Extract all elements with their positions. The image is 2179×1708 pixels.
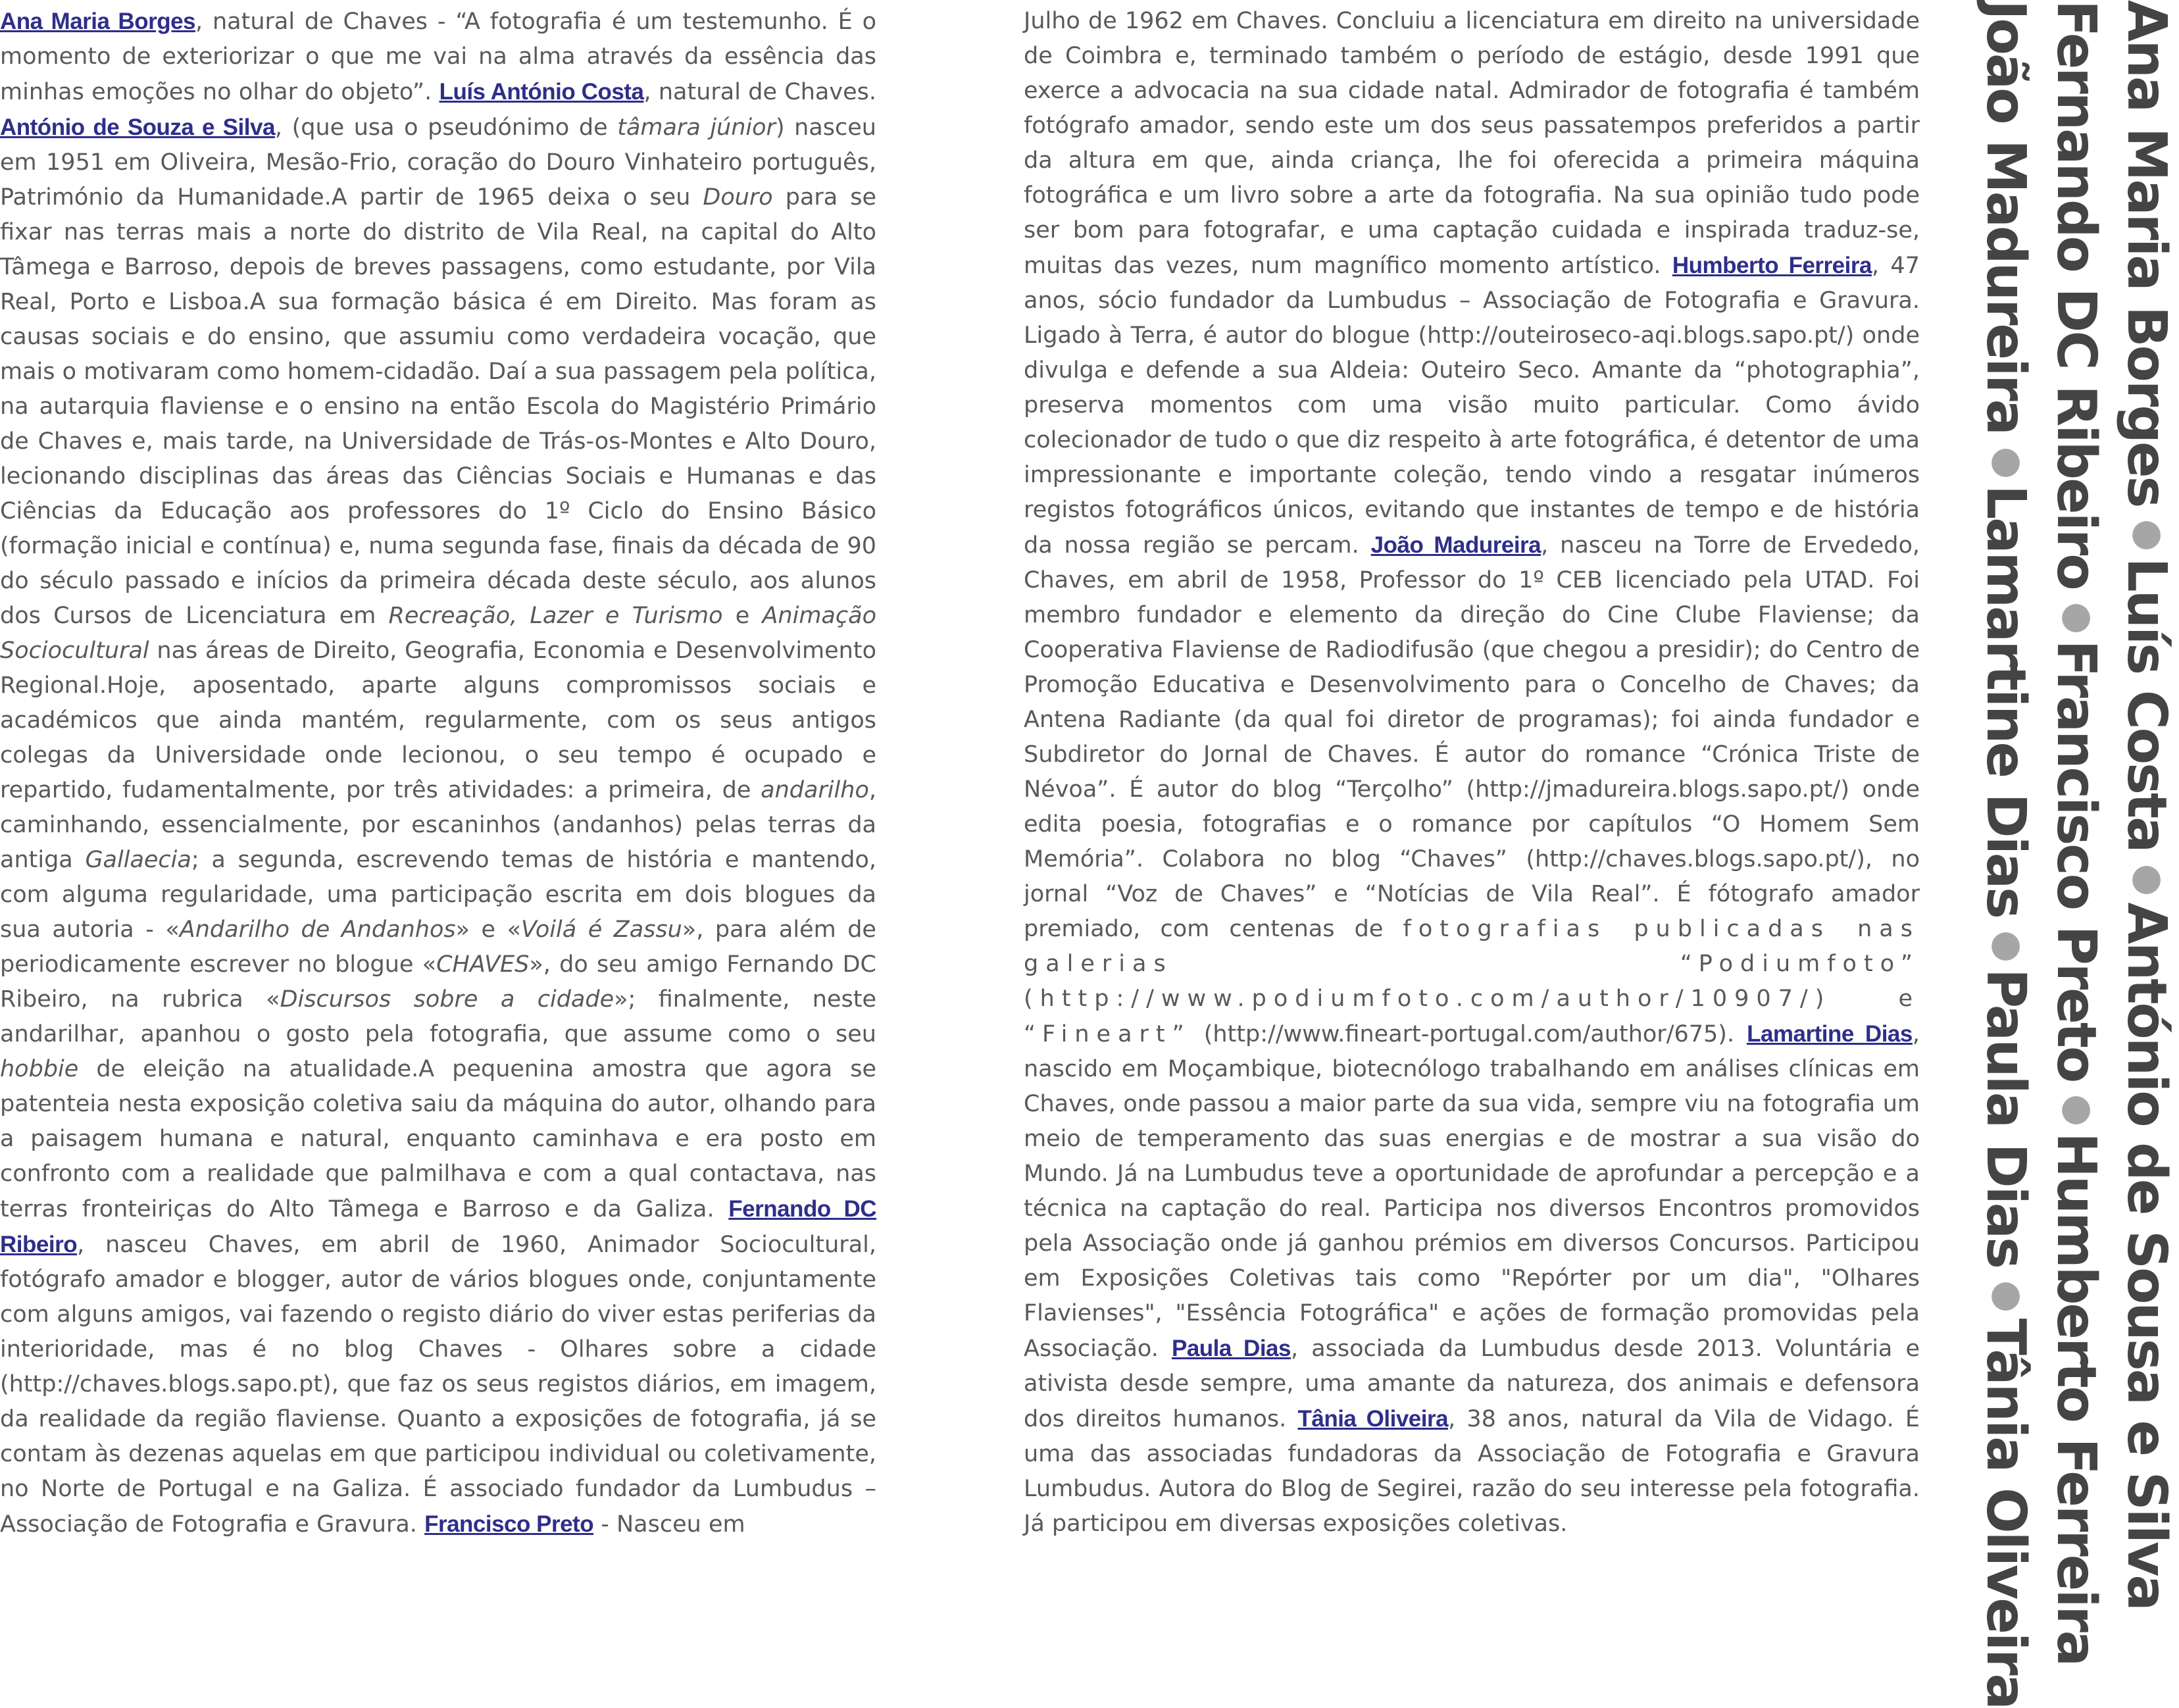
text-span: - Nasceu em: [593, 1511, 745, 1538]
middle-paragraph: [1024, 4, 1920, 1542]
separator-dot-icon: ●: [2125, 511, 2168, 553]
text-span: ; a segunda, escrevendo temas de história e mantendo, com alguma regularidade, uma participação escrita em dois blogues da sua autoria - «: [0, 847, 877, 943]
text-span: ) nasceu em 1951 em Oliveira, Mesão-Frio, coração do Douro Vinhateiro português, Património da Humanidade.A partir de 1965 deixa o seu: [0, 114, 876, 211]
separator-dot-icon: ●: [1984, 1272, 2027, 1313]
text-span: » e «: [455, 917, 521, 943]
text-span: , (que usa o pseudónimo de: [274, 114, 618, 141]
italic-span: hobbie: [0, 1056, 79, 1082]
vertical-names-line-2: [2043, 0, 2109, 1665]
left-paragraph: [0, 4, 876, 1542]
text-span: nas áreas de Direito, Geografia, Economia e Desenvolvimento Regional.Hoje, aposentado, aparte alguns compromissos sociais e académicos que ainda mantém, regularmente, com os seus antigos colegas da Universidade onde lecionou, o seu tempo é ocupado e repartido, fudamentalmente, por três atividades: a primeira, de: [0, 638, 876, 803]
name-link-humberto-ferreira[interactable]: Humberto Ferreira: [1672, 253, 1872, 278]
text-span: , caminhando, essencialmente, por escaninhos (andanhos) pelas terras da antiga: [0, 777, 876, 873]
text-span: , natural de Chaves.: [643, 79, 876, 105]
italic-span: Voilá é Zassu: [520, 917, 682, 943]
separator-dot-icon: ●: [2055, 1086, 2097, 1128]
left-text-column: [0, 4, 876, 1542]
middle-text-column: [1024, 4, 1920, 1542]
spaced-text-span: fotografias publicadas nas galerias “Podiumfoto” (http://www.podiumfoto.com/author/10907/) e “Fineart”: [1024, 916, 1920, 1047]
name-link-lamartine-dias[interactable]: Lamartine Dias: [1747, 1021, 1913, 1047]
vertical-name: Lamartine Dias: [1974, 485, 2037, 917]
text-span: para se fixar nas terras mais a norte do distrito de Vila Real, na capital do Alto Tâmega e Barroso, depois de breves passagens, como estudante, por Vila Real, Porto e Lisboa.A sua formação básica é em Direito. Mas foram as causas sociais e do ensino, que assumiu como verdadeira vocação, que mais o motivaram como homem-cidadão. Daí a sua passagem pela política, na autarquia flaviense e o ensino na então Escola do Magistério Primário de Chaves e, mais tarde, na Universidade de Trás-os-Montes e Alto Douro, lecionando disciplinas das áreas das Ciências Sociais e Humanas e das Ciências da Educação aos professores do 1º Ciclo do Ensino Básico (formação inicial e contínua) e, numa segunda fase, finais da década de 90 do século passado e inícios da primeira década deste século, aos alunos dos Cursos de Licenciatura em: [0, 184, 876, 629]
text-span: , nasceu Chaves, em abril de 1960, Animador Sociocultural, fotógrafo amador e blogger, autor de vários blogues onde, conjuntamente com alguns amigos, vai fazendo o registo diário do viver estas periferias da interioridade, mas é no blog Chaves - Olhares sobre a cidade (http://chaves.blogs.sapo.pt), que faz os seus registos diários, em imagem, da realidade da região flaviense. Quanto a exposições de fotografia, já se contam às dezenas aquelas em que participou individual ou coletivamente, no Norte de Portugal e na Galiza. É associado fundador da Lumbudus – Associação de Fotografia e Gravura.: [0, 1232, 876, 1538]
vertical-name: Paula Dias: [1974, 968, 2037, 1267]
name-link-joao-madureira[interactable]: João Madureira: [1370, 532, 1541, 558]
vertical-name: António de Sousa e Silva: [2115, 902, 2178, 1609]
text-span: , natural de Chaves - “A fotografia é um testemunho. É o momento de exteriorizar o que me vai na alma através da essência das minhas emoções no olhar do objeto”.: [0, 9, 876, 105]
vertical-name: Fernando DC Ribeiro: [2045, 0, 2107, 589]
name-link-antonio-de-souza-e-silva[interactable]: António de Souza e Silva: [0, 114, 275, 140]
vertical-name: Tânia Oliveira: [1974, 1318, 2037, 1708]
text-span: (http://www.fineart-portugal.com/author/675).: [1191, 1021, 1747, 1047]
italic-span: tâmara júnior: [617, 114, 776, 141]
text-span: , 38 anos, natural da Vila de Vidago. É uma das associadas fundadoras da Associação de Fotografia e Gravura Lumbudus. Autora do Blog de Segirei, razão do seu interesse pela fotografia. Já participou em diversas exposições coletivas.: [1024, 1406, 1920, 1537]
text-span: , nasceu na Torre de Ervededo, Chaves, em abril de 1958, Professor do 1º CEB licenciado pela UTAD. Foi membro fundador e elemento da direção do Cine Clube Flaviense; da Cooperativa Flaviense de Radiodifusão (que chegou a presidir); do Centro de Promoção Educativa e Desenvolvimento para o Concelho de Chaves; da Antena Radiante (da qual foi diretor de programas); foi ainda fundador e Subdiretor do Jornal de Chaves. É autor do romance “Crónica Triste de Névoa”. É autor do blog “Terçolho” (http://jmadureira.blogs.sapo.pt/) onde edita poesia, fotografias e o romance por capítulos “O Homem Sem Memória”. Colabora no blog “Chaves” (http://chaves.blogs.sapo.pt/), no jornal “Voz de Chaves” e “Notícias de Vila Real”. É fótografo amador premiado, com centenas de: [1024, 532, 1920, 942]
separator-dot-icon: ●: [1984, 439, 2027, 480]
vertical-name: Humberto Ferreira: [2045, 1132, 2107, 1665]
name-link-luis-antonio-costa[interactable]: Luís António Costa: [439, 79, 644, 105]
text-span: , associada da Lumbudus desde 2013. Voluntária e ativista desde sempre, uma amante da natureza, dos animais e defensora dos direitos humanos.: [1024, 1336, 1920, 1432]
vertical-name: Ana Maria Borges: [2115, 0, 2178, 507]
name-link-tania-oliveira[interactable]: Tânia Oliveira: [1297, 1406, 1449, 1432]
text-span: , nascido em Moçambique, biotecnólogo trabalhando em análises clínicas em Chaves, onde passou a maior parte da sua vida, sempre viu na fotografia um meio de temperamento das suas energias e de mostrar a sua visão do Mundo. Já na Lumbudus teve a oportunidade de aprofundar a percepção e a técnica na captação do real. Participa nos diversos Encontros promovidos pela Associação onde já ganhou prémios em diversos Concursos. Participou em Exposições Coletivas tais como "Repórter por um dia", "Olhares Flavienses", "Essência Fotográfica" e ações de formação promovidas pela Associação.: [1024, 1021, 1920, 1362]
italic-span: Gallaecia: [85, 847, 191, 873]
italic-span: Douro: [703, 184, 773, 211]
name-link-paula-dias[interactable]: Paula Dias: [1171, 1336, 1291, 1361]
text-span: », para além de periodicamente escrever no blogue «: [0, 917, 876, 978]
italic-span: Discursos sobre a cidade: [280, 986, 614, 1013]
vertical-name: João Madureira: [1974, 0, 2037, 434]
separator-dot-icon: ●: [2125, 856, 2168, 897]
vertical-name: Francisco Preto: [2045, 640, 2107, 1082]
italic-span: Andarilho de Andanhos: [179, 917, 456, 943]
italic-span: Recreação, Lazer e Turismo: [388, 603, 723, 629]
text-span: Julho de 1962 em Chaves. Concluiu a licenciatura em direito na universidade de Coimbra e, terminado também o período de estágio, desde 1991 que exerce a advocacia na sua cidade natal. Admirador de fotografia é também fotógrafo amador, sendo este um dos seus passatempos preferidos a partir da altura em que, ainda criança, lhe foi oferecida a primeira máquina fotográfica e um livro sobre a arte da fotografia. Na sua opinião tudo pode ser bom para fotografar, e uma captação cuidada e inspirada traduz-se, muitas das vezes, num magnífico momento artístico.: [1024, 8, 1920, 279]
text-span: e: [722, 603, 763, 629]
separator-dot-icon: ●: [2055, 593, 2097, 635]
italic-span: CHAVES: [436, 951, 530, 978]
name-link-francisco-preto[interactable]: Francisco Preto: [424, 1511, 594, 1537]
vertical-name: Luís Costa: [2115, 557, 2178, 851]
vertical-names-line-1: [2113, 0, 2179, 1609]
name-link-fernando-dc-ribeiro[interactable]: Fernando DC Ribeiro: [0, 1196, 876, 1257]
name-link-ana-maria-borges[interactable]: Ana Maria Borges: [0, 9, 196, 34]
text-span: », do seu amigo Fernando DC Ribeiro, na rubrica «: [0, 951, 876, 1013]
separator-dot-icon: ●: [1984, 922, 2027, 963]
text-span: »; finalmente, neste andarilhar, apanhou o gosto pela fotografia, que assume como o seu: [0, 986, 876, 1047]
text-span: , 47 anos, sócio fundador da Lumbudus – Associação de Fotografia e Gravura. Ligado à Terra, é autor do blogue (http://outeiroseco-aqi.blogs.sapo.pt/) onde divulga e defende a sua Aldeia: Outeiro Seco. Amante da “photographia”, preserva momentos com uma visão muito particular. Como ávido colecionador de tudo o que diz respeito à arte fotográfica, é detentor de uma impressionante e importante coleção, tendo vindo a resgatar inúmeros registos fotográficos únicos, evitando que instantes de tempo e de história da nossa região se percam.: [1024, 253, 1920, 559]
italic-span: Animação Sociocultural: [0, 603, 876, 664]
italic-span: andarilho: [761, 777, 869, 803]
text-span: de eleição na atualidade.A pequenina amostra que agora se patenteia nesta exposição coletiva saiu da máquina do autor, olhando para a paisagem humana e natural, enquanto caminhava e era posto em confronto com a realidade que palmilhava e com a qual contactava, nas terras fronteiriças do Alto Tâmega e Barroso e da Galiza.: [0, 1056, 876, 1222]
vertical-names-line-3: [1972, 0, 2038, 1708]
